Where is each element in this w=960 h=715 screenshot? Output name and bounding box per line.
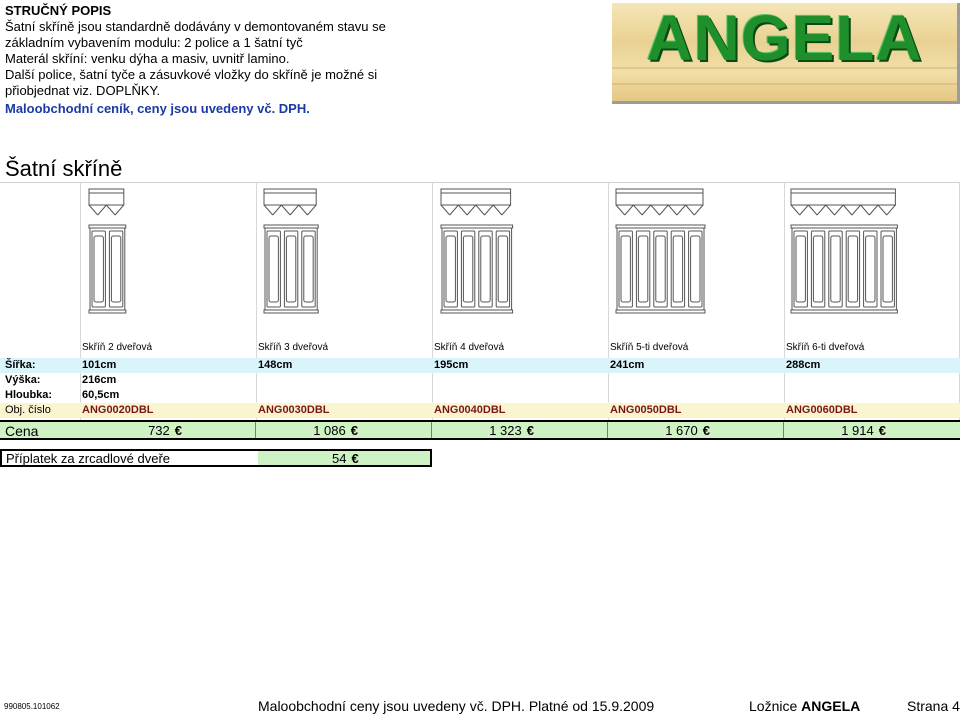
plan-door-swing [625, 205, 634, 215]
width-value: 101cm [82, 359, 117, 371]
plan-door-swing [808, 205, 817, 215]
description-block [5, 3, 605, 117]
description-line: Materál skříní: venku dýha a masiv, uvnitř lamino. [5, 51, 290, 66]
width-value: 288cm [786, 359, 821, 371]
door-panel [286, 236, 295, 302]
description-line: Další police, šatní tyče a zásuvkové vložky do skříně je možné si [5, 67, 378, 82]
plan-door-swing [677, 205, 686, 215]
width-label: Šířka: [5, 359, 36, 371]
plan-door-swing [800, 205, 809, 215]
door-panel [463, 236, 472, 302]
euro-sign: € [878, 423, 886, 438]
plan-door-swing [307, 205, 316, 215]
height-value: 216cm [82, 374, 117, 386]
plan-door-swing [89, 205, 98, 215]
wardrobe-svg [440, 188, 516, 314]
door-panel [94, 236, 103, 302]
front-view-plinth [616, 310, 705, 313]
wardrobe-svg [88, 188, 129, 314]
door-panel [304, 236, 313, 302]
plan-view-body [89, 189, 124, 205]
height-label: Výška: [5, 374, 41, 386]
plan-door-swing [694, 205, 703, 215]
price-value: 1 323 [489, 423, 522, 438]
door-panel [656, 236, 665, 302]
price-value: 1 914 [841, 423, 874, 438]
plan-door-swing [668, 205, 677, 215]
front-view-plinth [264, 310, 318, 313]
order-number-row [0, 403, 960, 418]
door-panel [813, 236, 822, 302]
description-line: přiobjednat viz. DOPLŇKY. [5, 83, 161, 98]
order-code: ANG0050DBL [610, 404, 682, 416]
width-value: 195cm [434, 359, 469, 371]
plan-door-swing [502, 205, 511, 215]
plan-view-body [441, 189, 511, 205]
description-line: základním vybavením modulu: 2 police a 1 šatní tyč [5, 35, 303, 50]
plan-view-body [791, 189, 895, 205]
front-view-body [265, 228, 317, 310]
door-panel [111, 236, 120, 302]
euro-sign: € [526, 423, 534, 438]
plan-door-swing [98, 205, 107, 215]
mirror-door-surcharge [0, 449, 432, 467]
door-panel [883, 236, 892, 302]
door-panel [673, 236, 682, 302]
price-value: 732 [148, 423, 170, 438]
front-view-cornice [441, 225, 513, 228]
plan-door-swing [660, 205, 669, 215]
plan-door-swing [817, 205, 826, 215]
brand-name: ANGELA [801, 698, 861, 714]
model-name: Skříň 4 dveřová [434, 342, 505, 353]
door-panel [831, 236, 840, 302]
wardrobe-3-door-drawing [263, 188, 321, 314]
plan-door-swing [616, 205, 625, 215]
description-title: STRUČNÝ POPIS [5, 3, 112, 18]
front-view-cornice [616, 225, 705, 228]
model-name: Skříň 2 dveřová [82, 342, 153, 353]
plan-door-swing [106, 205, 115, 215]
model-names [0, 342, 960, 356]
wardrobe-6-door-drawing [790, 188, 900, 314]
euro-sign: € [174, 423, 182, 438]
surcharge-value: 54 [332, 451, 347, 466]
logo-text: ANGELA [646, 3, 923, 74]
door-panel [638, 236, 647, 302]
wardrobe-svg [615, 188, 708, 314]
price-note: Maloobchodní ceník, ceny jsou uvedeny vč. DPH. [5, 101, 310, 116]
door-panel [481, 236, 490, 302]
plan-door-swing [651, 205, 660, 215]
depth-label: Hloubka: [5, 389, 53, 401]
euro-sign: € [702, 423, 710, 438]
surcharge-label: Příplatek za zrcadlové dveře [6, 451, 171, 466]
price-cell [414, 423, 534, 438]
wardrobe-4-door-drawing [440, 188, 516, 314]
plan-door-swing [476, 205, 485, 215]
surcharge-cell [332, 451, 359, 466]
price-value: 1 670 [665, 423, 698, 438]
plan-door-swing [450, 205, 459, 215]
plan-door-swing [791, 205, 800, 215]
front-view-body [442, 228, 512, 310]
wood-grain [612, 83, 957, 85]
document-code: 990805.101062 [4, 702, 60, 711]
plan-door-swing [834, 205, 843, 215]
plan-view-body [264, 189, 316, 205]
depth-row [0, 388, 960, 403]
page-footer [0, 698, 960, 715]
footer-brand [749, 698, 860, 714]
plan-door-swing [852, 205, 861, 215]
price-row [0, 420, 960, 440]
plan-door-swing [686, 205, 695, 215]
front-view-cornice [791, 225, 897, 228]
euro-sign: € [351, 451, 359, 466]
model-name: Skříň 3 dveřová [258, 342, 329, 353]
plan-door-swing [878, 205, 887, 215]
order-code: ANG0030DBL [258, 404, 330, 416]
width-row [0, 358, 960, 373]
price-cell [62, 423, 182, 438]
model-name: Skříň 5-ti dveřová [610, 342, 689, 353]
plan-door-swing [290, 205, 299, 215]
price-cell [590, 423, 710, 438]
wardrobe-svg [263, 188, 321, 314]
plan-view-body [616, 189, 703, 205]
front-view-plinth [791, 310, 897, 313]
plan-door-swing [887, 205, 896, 215]
front-view-plinth [89, 310, 126, 313]
description-line: Šatní skříně jsou standardně dodávány v demontovaném stavu se [5, 19, 386, 34]
front-view-plinth [441, 310, 513, 313]
front-view-cornice [89, 225, 126, 228]
price-label: Cena [5, 423, 39, 439]
door-panel [498, 236, 507, 302]
plan-door-swing [633, 205, 642, 215]
front-view-cornice [264, 225, 318, 228]
door-panel [691, 236, 700, 302]
wardrobe-svg [790, 188, 900, 314]
plan-door-swing [861, 205, 870, 215]
angela-logo [612, 3, 960, 104]
plan-door-swing [869, 205, 878, 215]
euro-sign: € [350, 423, 358, 438]
plan-door-swing [467, 205, 476, 215]
plan-door-swing [642, 205, 651, 215]
page-number: Strana 4 [907, 698, 960, 714]
brand-prefix: Ložnice [749, 698, 798, 714]
section-title: Šatní skříně [5, 156, 123, 181]
order-code: ANG0040DBL [434, 404, 506, 416]
plan-door-swing [281, 205, 290, 215]
plan-door-swing [484, 205, 493, 215]
plan-door-swing [493, 205, 502, 215]
height-row [0, 373, 960, 388]
plan-door-swing [299, 205, 308, 215]
plan-door-swing [264, 205, 273, 215]
door-panel [866, 236, 875, 302]
door-panel [621, 236, 630, 302]
plan-door-swing [441, 205, 450, 215]
plan-door-swing [458, 205, 467, 215]
order-code: ANG0020DBL [82, 404, 154, 416]
plan-door-swing [273, 205, 282, 215]
wardrobe-2-door-drawing [88, 188, 129, 314]
door-panel [446, 236, 455, 302]
price-cell [766, 423, 886, 438]
door-panel [269, 236, 278, 302]
depth-value: 60,5cm [82, 389, 120, 401]
wardrobe-5-door-drawing [615, 188, 708, 314]
front-view-body [90, 228, 125, 310]
width-value: 241cm [610, 359, 645, 371]
width-value: 148cm [258, 359, 293, 371]
door-panel [796, 236, 805, 302]
plan-door-swing [115, 205, 124, 215]
footer-validity: Maloobchodní ceny jsou uvedeny vč. DPH. Platné od 15.9.2009 [258, 698, 655, 714]
plan-door-swing [826, 205, 835, 215]
plan-door-swing [843, 205, 852, 215]
model-name: Skříň 6-ti dveřová [786, 342, 865, 353]
price-value: 1 086 [313, 423, 346, 438]
order-number-label: Obj. číslo [5, 404, 51, 416]
price-cell [238, 423, 358, 438]
order-code: ANG0060DBL [786, 404, 858, 416]
door-panel [848, 236, 857, 302]
